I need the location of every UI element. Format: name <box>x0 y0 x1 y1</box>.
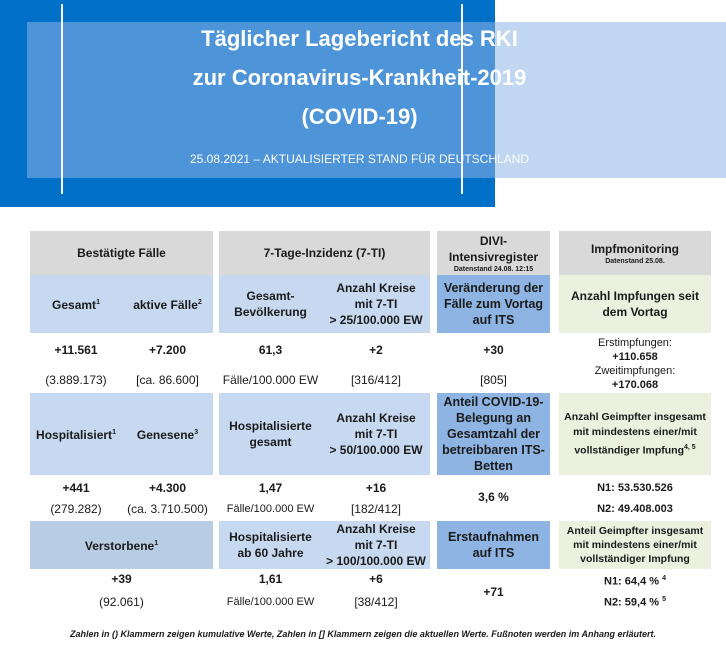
kreise-25-label <box>322 275 430 333</box>
aktive-value: +7.200 <box>148 343 187 357</box>
kreise-50-value: +16 <box>365 481 387 495</box>
label-line: ab 60 Jahre <box>237 546 304 560</box>
label-line: mit 7-TI <box>354 427 398 441</box>
label-line: Hospitalisierte <box>229 419 312 433</box>
label-line: Hospitalisierte <box>229 530 312 544</box>
divi-veraenderung-label <box>437 275 550 333</box>
divi-anteil-label <box>437 393 550 475</box>
divi-current: [805] <box>480 373 507 387</box>
faelle-heading: Bestätigte Fälle <box>30 231 213 275</box>
label-line: Anteil Geimpfter insgesamt <box>566 525 704 537</box>
label-line: Anteil COVID-19- <box>443 395 544 409</box>
heading-line: DIVI- <box>479 233 508 248</box>
kreise-25-value: +2 <box>369 343 383 357</box>
inzidenz-heading: 7-Tage-Inzidenz (7-TI) <box>219 231 430 275</box>
kreise-50-label <box>322 393 430 475</box>
divi-veraenderung-value: +30 <box>483 343 504 357</box>
heading-line: Impfmonitoring <box>591 241 679 256</box>
label-line: vollständiger Impfung <box>580 553 690 565</box>
label-line: auf ITS <box>472 313 515 327</box>
label-line: mit 7-TI <box>354 538 398 552</box>
genesene-cumulative: (ca. 3.710.500) <box>127 502 208 516</box>
title-line-2: zur Coronavirus-Krankheit-2019 <box>192 65 527 90</box>
label-line: betreibbaren ITS- <box>442 443 545 457</box>
label-line: mit mindestens einer/mit <box>573 539 697 551</box>
inzidenz-unit: Fälle/100.000 EW <box>222 373 319 387</box>
label-line: Anzahl Kreise <box>336 411 416 425</box>
kreise-100-value: +6 <box>369 572 383 586</box>
erstimpfungen-value: +110.658 <box>612 351 658 363</box>
genesene-value: +4.300 <box>148 481 187 495</box>
label-line: Betten <box>474 459 513 473</box>
label-line: auf ITS <box>472 546 515 560</box>
gesamtbevoelkerung-label: Gesamt-Bevölkerung <box>219 275 322 333</box>
divi-anteil-value: 3,6 % <box>478 490 509 504</box>
heading-line: Intensivregister <box>448 249 539 264</box>
label-line: > 50/100.000 EW <box>329 443 423 457</box>
label-line: vollständiger Impfung$^{4, 5}$ <box>574 443 696 457</box>
aktive-label: aktive Fälle$^2$ <box>122 275 213 333</box>
divi-erstaufnahmen-label <box>437 521 550 569</box>
gesamt-value: +11.561 <box>54 343 98 357</box>
label-line: dem Vortag <box>602 305 668 319</box>
impfungen-values <box>559 335 711 393</box>
hosp-gesamt-unit: Fälle/100.000 EW <box>226 503 315 515</box>
kreise-100-sub: [38/412] <box>354 595 398 609</box>
label-line: > 25/100.000 EW <box>329 313 423 327</box>
divi-datenstand: Datenstand 24.08. 12:15 <box>453 265 534 273</box>
label-line: Anzahl Kreise <box>336 522 416 536</box>
label-line: mit mindestens einer/mit <box>573 425 697 438</box>
label-line: gesamt <box>249 435 292 449</box>
label-line: mit 7-TI <box>354 297 398 311</box>
label-line: Gesamtzahl der <box>446 427 541 441</box>
inzidenz-value: 61,3 <box>258 343 283 357</box>
verstorbene-value: +39 <box>111 572 132 586</box>
impf-datenstand: Datenstand 25.08. <box>605 257 665 265</box>
impf-heading <box>559 231 711 275</box>
geimpfte-n2: N2: 49.408.003 <box>597 503 673 515</box>
gesamt-label: Gesamt$^1$ <box>30 275 122 333</box>
erstimpfungen-label: Erstimpfungen: <box>598 337 672 349</box>
hosp-gesamt-label <box>219 393 322 475</box>
report-date-subtitle: 25.08.2021 – AKTUALISIERTER STAND FÜR DEUTSCHLAND <box>190 152 529 166</box>
label-line: > 100/100.000 EW <box>326 554 426 568</box>
kreise-50-sub: [182/412] <box>350 502 402 516</box>
impfungen-label <box>559 275 711 333</box>
anteil-geimpfte-label <box>559 521 711 569</box>
zweitimpfungen-value: +170.068 <box>611 379 659 391</box>
title-line-1: Täglicher Lagebericht des RKI <box>201 26 518 51</box>
geimpfte-n1: N1: 53.530.526 <box>597 482 673 494</box>
geimpfte-label <box>559 393 711 475</box>
divi-erstaufnahmen-value: +71 <box>483 585 504 599</box>
anteil-n2: N2: 59,4 % $^5$ <box>604 595 666 609</box>
label-line: Erstaufnahmen <box>448 530 539 544</box>
label-line: Anzahl Kreise <box>336 281 416 295</box>
hosp-60-unit: Fälle/100.000 EW <box>226 596 315 608</box>
hosp-60-value: 1,61 <box>258 572 283 586</box>
hospitalisiert-value: +441 <box>62 481 90 495</box>
label-line: Anzahl Geimpfter insgesamt <box>564 410 706 423</box>
footnote: Zahlen in () Klammern zeigen kumulative Werte, Zahlen in [] Klammern zeigen die aktuellen Werte. Fußnoten werden im Anhang erläutert. <box>70 629 656 639</box>
anteil-n1: N1: 64,4 % $^4$ <box>604 574 666 588</box>
label-line: Belegung an <box>455 411 531 425</box>
title-line-3: (COVID-19) <box>301 104 418 129</box>
genesene-label: Genesene$^3$ <box>122 393 213 475</box>
kreise-25-sub: [316/412] <box>350 373 402 387</box>
verstorbene-cumulative: (92.061) <box>99 595 144 609</box>
verstorbene-label: Verstorbene$^1$ <box>30 521 213 569</box>
kreise-100-label <box>322 521 430 569</box>
label-line: Anzahl Impfungen seit <box>570 289 699 303</box>
divi-heading <box>437 231 550 275</box>
hosp-60-label <box>219 521 322 569</box>
gesamt-cumulative: (3.889.173) <box>45 373 107 387</box>
hospitalisiert-label: Hospitalisiert$^1$ <box>30 393 122 475</box>
zweitimpfungen-label: Zweitimpfungen: <box>594 365 676 377</box>
hospitalisiert-cumulative: (279.282) <box>50 502 102 516</box>
label-line: Fälle zum Vortag <box>443 297 544 311</box>
label-line: Veränderung der <box>443 281 544 295</box>
hosp-gesamt-value: 1,47 <box>258 481 283 495</box>
aktive-current: [ca. 86.600] <box>136 373 199 387</box>
